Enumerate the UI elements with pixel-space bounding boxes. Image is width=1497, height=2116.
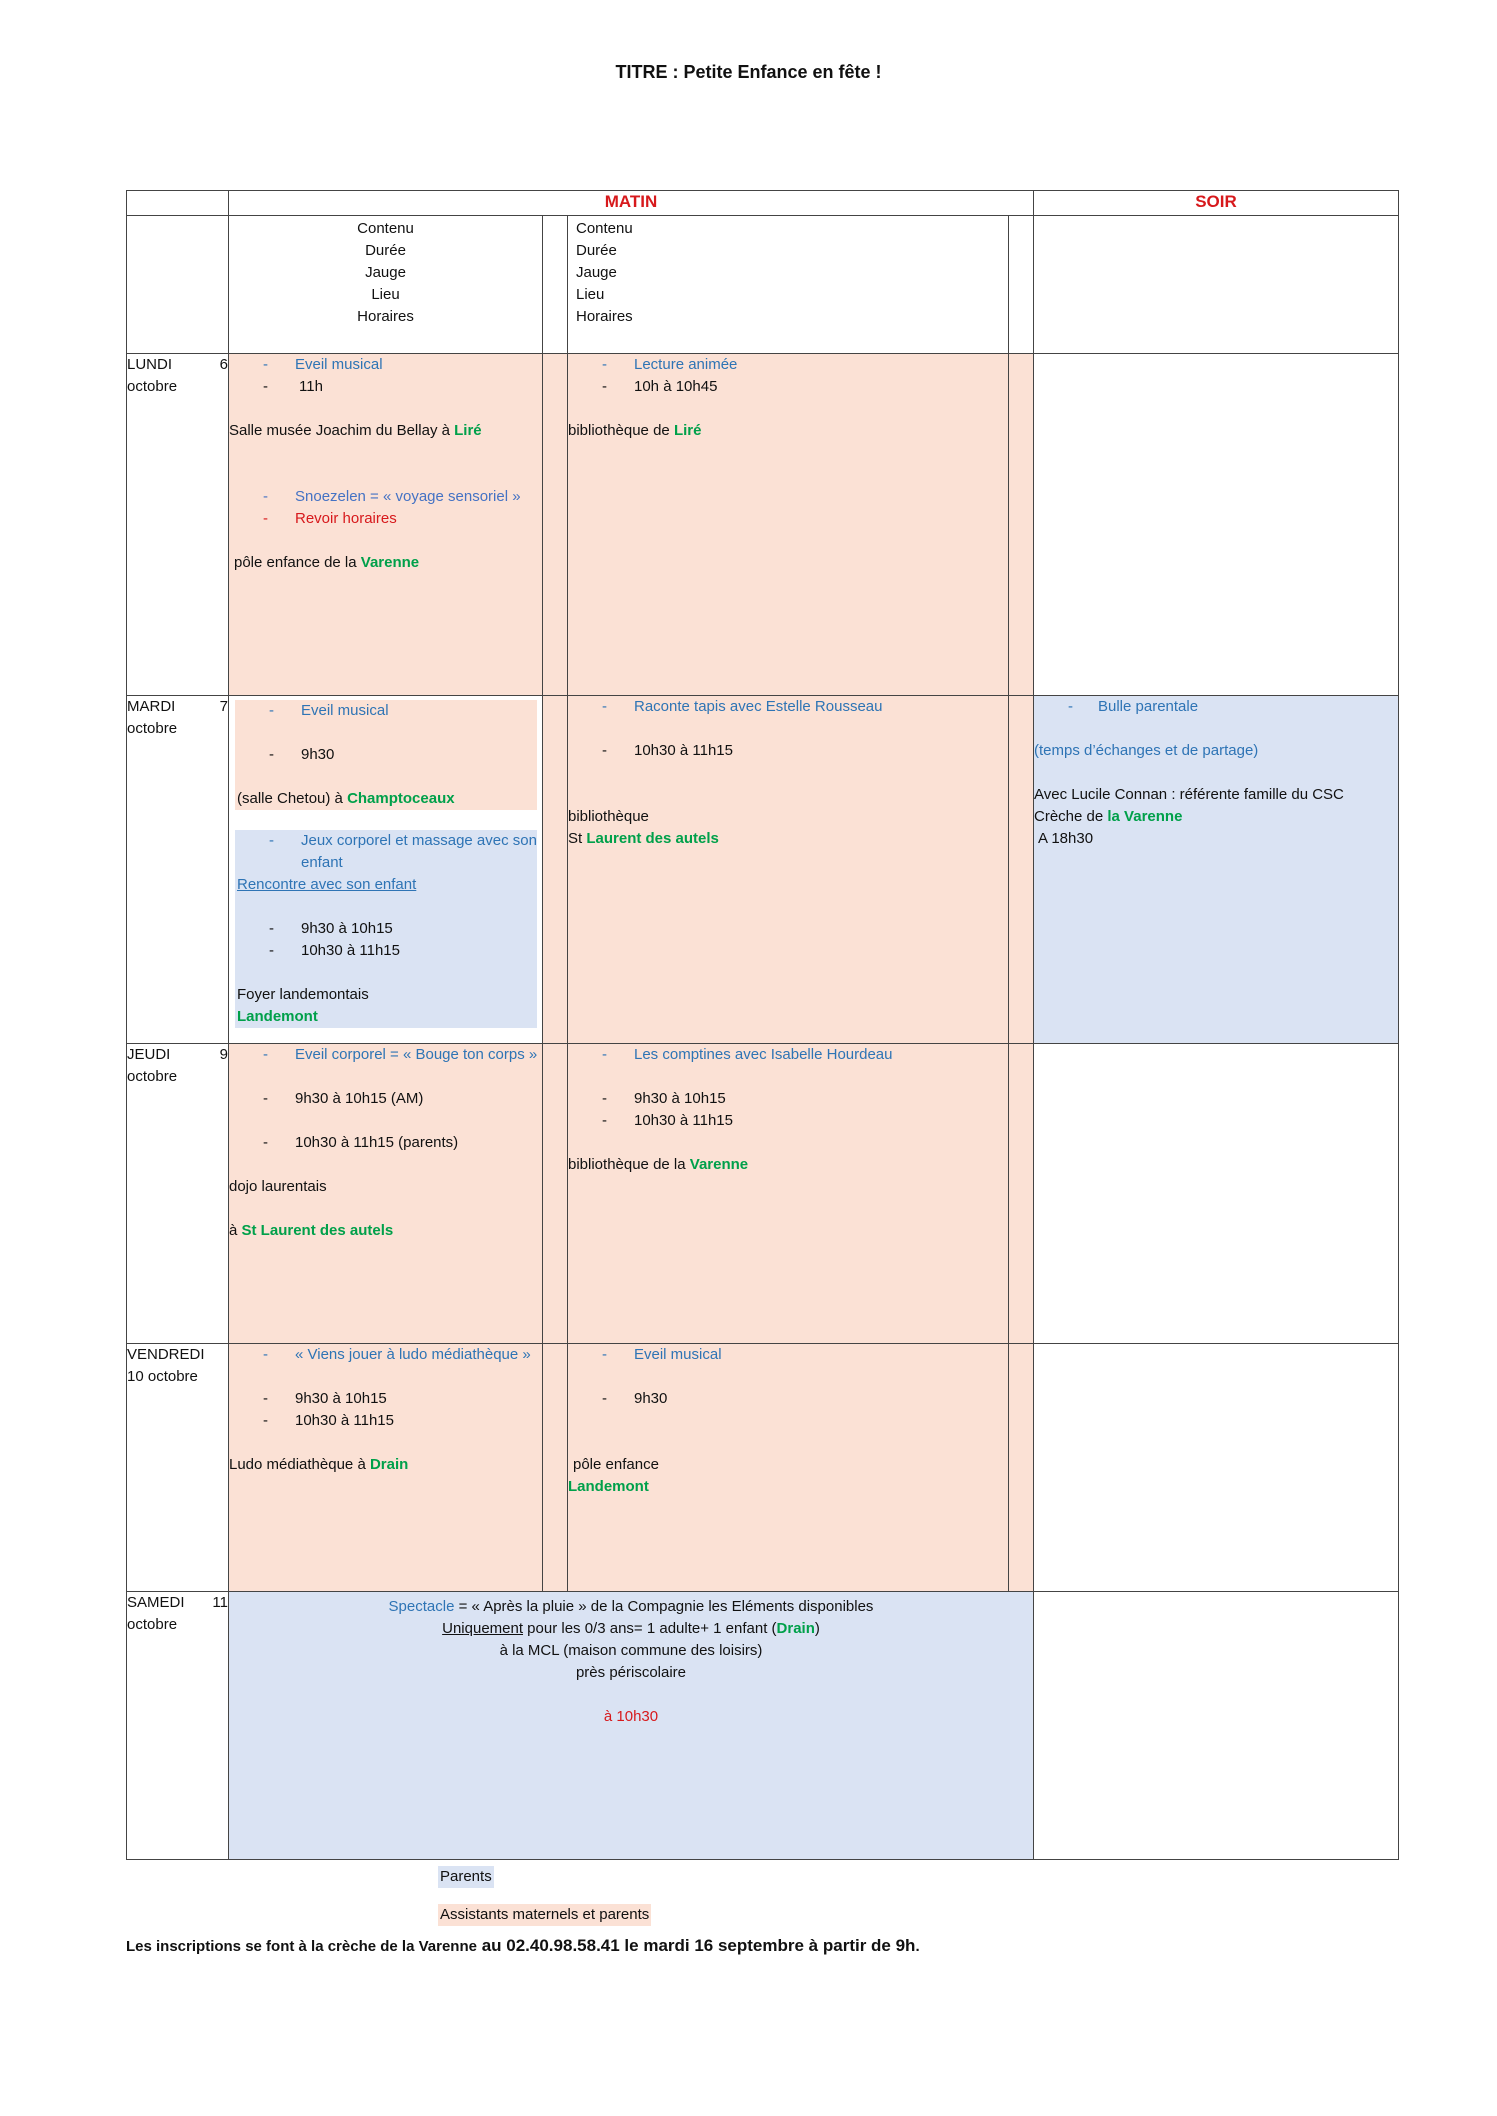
legend-assistants: Assistants maternels et parents	[438, 1904, 651, 1926]
row-vendredi	[127, 1344, 1399, 1592]
mardi-matin-1: - Eveil musical - 9h30 (salle Chetou) à Champtoceaux - Jeux corporel et massage avec son enfant Rencontre avec son enfant - 9h30 à 10h15 - 10h30 à 11h15 Foyer landemontais Landemont	[229, 696, 543, 1044]
soir-header: SOIR	[1034, 191, 1399, 216]
legend-parents: Parents	[438, 1866, 494, 1888]
subheader-right: Contenu Durée Jauge Lieu Horaires	[568, 216, 1009, 354]
samedi-spectacle: Spectacle = « Après la pluie » de la Compagnie les Eléments disponibles Uniquement pour les 0/3 ans= 1 adulte+ 1 enfant (Drain) à la MCL (maison commune des loisirs) près périscolaire à 10h30	[229, 1592, 1034, 1860]
lundi-soir	[1034, 354, 1399, 696]
vendredi-soir	[1034, 1344, 1399, 1592]
registration-note: Les inscriptions se font à la crèche de la Varenne au 02.40.98.58.41 le mardi 16 septembre à partir de 9h.	[126, 1936, 920, 1955]
subheader-row	[127, 216, 1399, 354]
header-row	[127, 191, 1399, 216]
schedule-table	[126, 190, 1399, 1860]
jeudi-matin-1: - Eveil corporel = « Bouge ton corps » - 9h30 à 10h15 (AM) - 10h30 à 11h15 (parents) dojo laurentais à St Laurent des autels	[229, 1044, 543, 1344]
vendredi-matin-2: - Eveil musical - 9h30 pôle enfance Landemont	[568, 1344, 1009, 1592]
place-lire: Liré	[454, 422, 482, 439]
matin-header: MATIN	[229, 191, 1034, 216]
lundi-matin-2: - Lecture animée - 10h à 10h45 bibliothèque de Liré	[568, 354, 1009, 696]
row-lundi	[127, 354, 1399, 696]
day-vendredi: VENDREDI 10 octobre	[127, 1344, 229, 1592]
jeudi-matin-2: - Les comptines avec Isabelle Hourdeau - 9h30 à 10h15 - 10h30 à 11h15 bibliothèque de la Varenne	[568, 1044, 1009, 1344]
place-landemont: Landemont	[237, 1008, 318, 1025]
mardi-matin-2: - Raconte tapis avec Estelle Rousseau - 10h30 à 11h15 bibliothèque St Laurent des autels	[568, 696, 1009, 1044]
jeudi-soir	[1034, 1044, 1399, 1344]
row-samedi	[127, 1592, 1399, 1860]
place-varenne: Varenne	[360, 554, 420, 571]
subheader-left: Contenu Durée Jauge Lieu Horaires	[229, 216, 543, 354]
day-mardi: MARDI 7 octobre	[127, 696, 229, 1044]
samedi-soir	[1034, 1592, 1399, 1860]
day-lundi: LUNDI 6 octobre	[127, 354, 229, 696]
day-jeudi: JEUDI 9 octobre	[127, 1044, 229, 1344]
vendredi-matin-1: - « Viens jouer à ludo médiathèque » - 9h30 à 10h15 - 10h30 à 11h15 Ludo médiathèque à Drain	[229, 1344, 543, 1592]
lundi-matin-1: - Eveil musical - 11h Salle musée Joachim du Bellay à Liré - Snoezelen = « voyage sensoriel » - Revoir horaires pôle enfance de la Varenne	[229, 354, 543, 696]
row-jeudi	[127, 1044, 1399, 1344]
mardi-soir: - Bulle parentale (temps d’échanges et de partage) Avec Lucile Connan : référente famille du CSC Crèche de la Varenne A 18h30	[1034, 696, 1399, 1044]
day-samedi: SAMEDI 11 octobre	[127, 1592, 229, 1860]
row-mardi	[127, 696, 1399, 1044]
page-title: TITRE : Petite Enfance en fête !	[615, 62, 882, 82]
place-champtoceaux: Champtoceaux	[347, 790, 455, 807]
